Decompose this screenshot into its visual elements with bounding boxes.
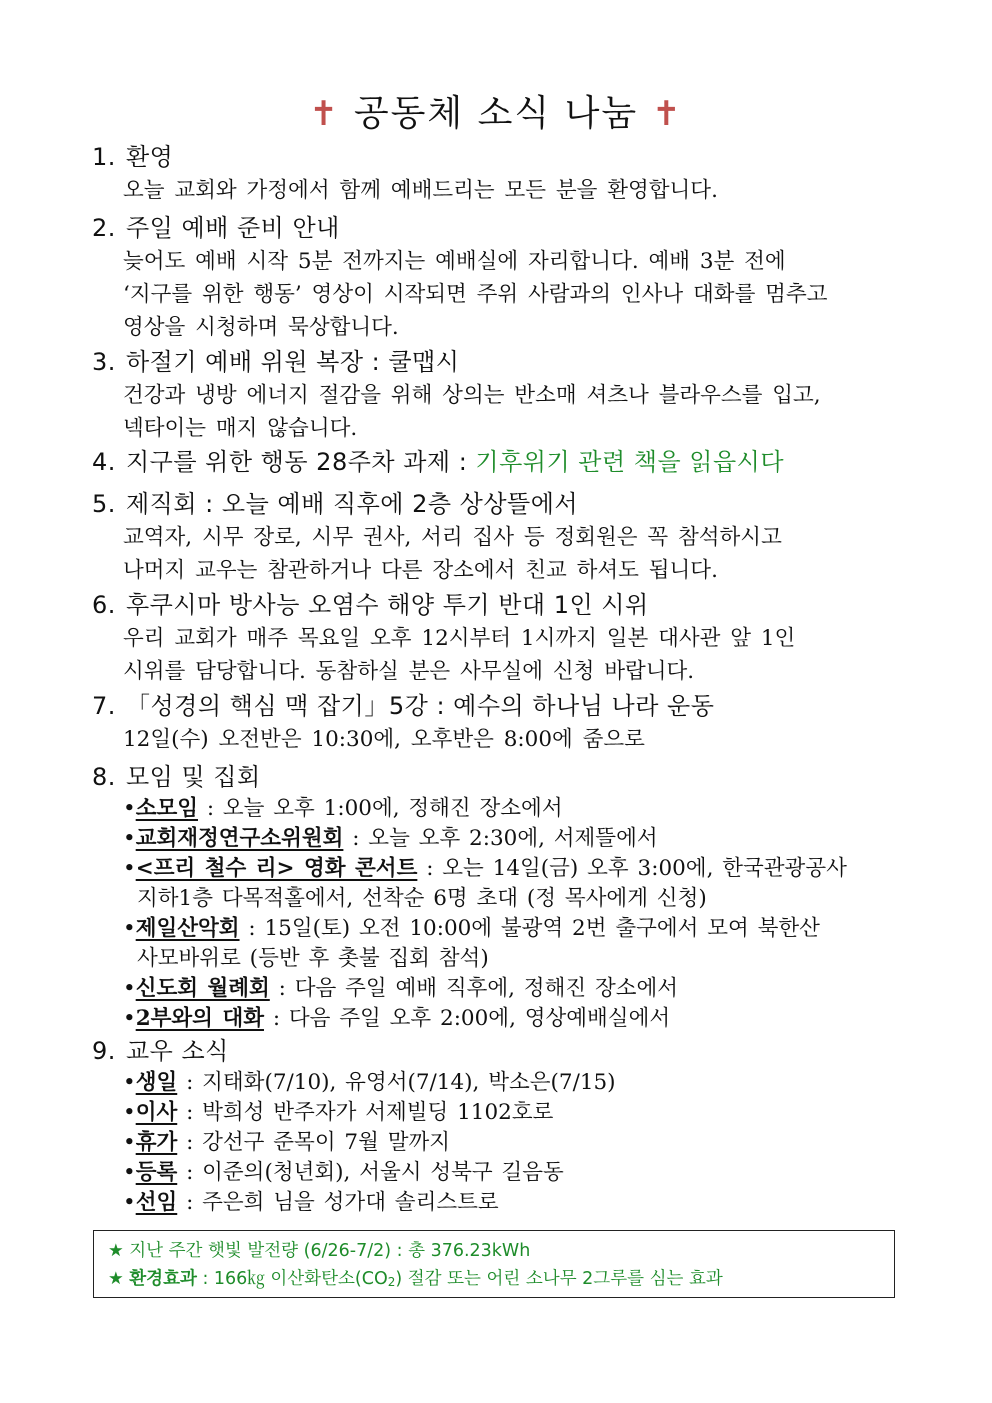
section-bible-lecture xyxy=(92,689,902,756)
section-heading: 1. 환영 xyxy=(92,143,174,171)
section-dress-code xyxy=(92,345,902,445)
section-heading: 7. 「성경의 핵심 맥 잡기」5강 : 예수의 하나님 나라 운동 xyxy=(92,692,715,720)
list-item: •선임 : 주은희 님을 성가대 솔리스트로 xyxy=(123,1190,499,1215)
section-meetings xyxy=(92,760,902,1034)
list-item: •신도회 월례회 : 다음 주일 예배 직후에, 정해진 장소에서 xyxy=(123,976,679,1001)
cross-icon: ✝ xyxy=(652,94,683,134)
section-officers-meeting xyxy=(92,487,902,587)
solar-power-box xyxy=(93,1230,895,1298)
list-item: •생일 : 지태화(7/10), 유영서(7/14), 박소은(7/15) xyxy=(123,1070,616,1095)
section-body: 건강과 냉방 에너지 절감을 위해 상의는 반소매 셔츠나 블라우스를 입고, 넥타이는 매지 않습니다. xyxy=(123,383,821,441)
task-highlight: 기후위기 관련 책을 읽읍시다 xyxy=(475,448,785,476)
section-member-news xyxy=(92,1034,902,1218)
section-heading: 2. 주일 예배 준비 안내 xyxy=(92,214,340,242)
section-earth-action xyxy=(92,445,902,479)
list-item: •소모임 : 오늘 오후 1:00에, 정해진 장소에서 xyxy=(123,796,563,821)
section-worship-guide xyxy=(92,211,902,344)
page-title: ✝ 공동체 소식 나눔 ✝ xyxy=(0,86,992,142)
section-heading: 6. 후쿠시마 방사능 오염수 해양 투기 반대 1인 시위 xyxy=(92,591,649,619)
section-heading: 4. 지구를 위한 행동 28주차 과제 : 기후위기 관련 책을 읽읍시다 xyxy=(92,448,785,476)
section-heading: 8. 모임 및 집회 xyxy=(92,763,261,791)
section-heading: 9. 교우 소식 xyxy=(92,1037,229,1065)
section-protest xyxy=(92,588,902,688)
environment-effect-line: ★ 환경효과 : 166㎏ 이산화탄소(CO2) 절감 또는 어린 소나무 2그루를 심는 효과 xyxy=(108,1269,723,1289)
section-body: 교역자, 시무 장로, 시무 권사, 서리 집사 등 정회원은 꼭 참석하시고 나머지 교우는 참관하거나 다른 장소에서 친교 하셔도 됩니다. xyxy=(123,525,782,583)
list-item: •휴가 : 강선구 준목이 7월 말까지 xyxy=(123,1130,451,1155)
list-item: •교회재정연구소위원회 : 오늘 오후 2:30에, 서제뜰에서 xyxy=(123,826,658,851)
list-item: •2부와의 대화 : 다음 주일 오후 2:00에, 영상예배실에서 xyxy=(123,1006,671,1031)
section-body: 오늘 교회와 가정에서 함께 예배드리는 모든 분을 환영합니다. xyxy=(123,178,718,203)
section-body: 12일(수) 오전반은 10:30에, 오후반은 8:00에 줌으로 xyxy=(123,727,645,752)
section-welcome xyxy=(92,140,902,207)
section-heading: 3. 하절기 예배 위원 복장 : 쿨맵시 xyxy=(92,348,460,376)
section-heading: 5. 제직회 : 오늘 예배 직후에 2층 상상뜰에서 xyxy=(92,490,579,518)
solar-generation-line: ★ 지난 주간 햇빛 발전량 (6/26-7/2) : 총 376.23kWh xyxy=(108,1241,531,1261)
list-item: •이사 : 박희성 반주자가 서제빌딩 1102호로 xyxy=(123,1100,554,1125)
cross-icon: ✝ xyxy=(309,94,340,134)
list-item: •등록 : 이준의(청년회), 서울시 성북구 길음동 xyxy=(123,1160,564,1185)
section-body: 우리 교회가 매주 목요일 오후 12시부터 1시까지 일본 대사관 앞 1인 시위를 담당합니다. 동참하실 분은 사무실에 신청 바랍니다. xyxy=(123,626,796,684)
list-item: •제일산악회 : 15일(토) 오전 10:00에 불광역 2번 출구에서 모여 북한산 사모바위로 (등반 후 촛불 집회 참석) xyxy=(123,916,820,971)
section-body: 늦어도 예배 시작 5분 전까지는 예배실에 자리합니다. 예배 3분 전에 ‘지구를 위한 행동’ 영상이 시작되면 주위 사람과의 인사나 대화를 멈추고 영상을 시청하며 묵상합니다. xyxy=(123,249,828,340)
list-item: •<프리 철수 리> 영화 콘서트 : 오는 14일(금) 오후 3:00에, 한국관광공사 지하1층 다목적홀에서, 선착순 6명 초대 (정 목사에게 신청) xyxy=(123,856,847,911)
